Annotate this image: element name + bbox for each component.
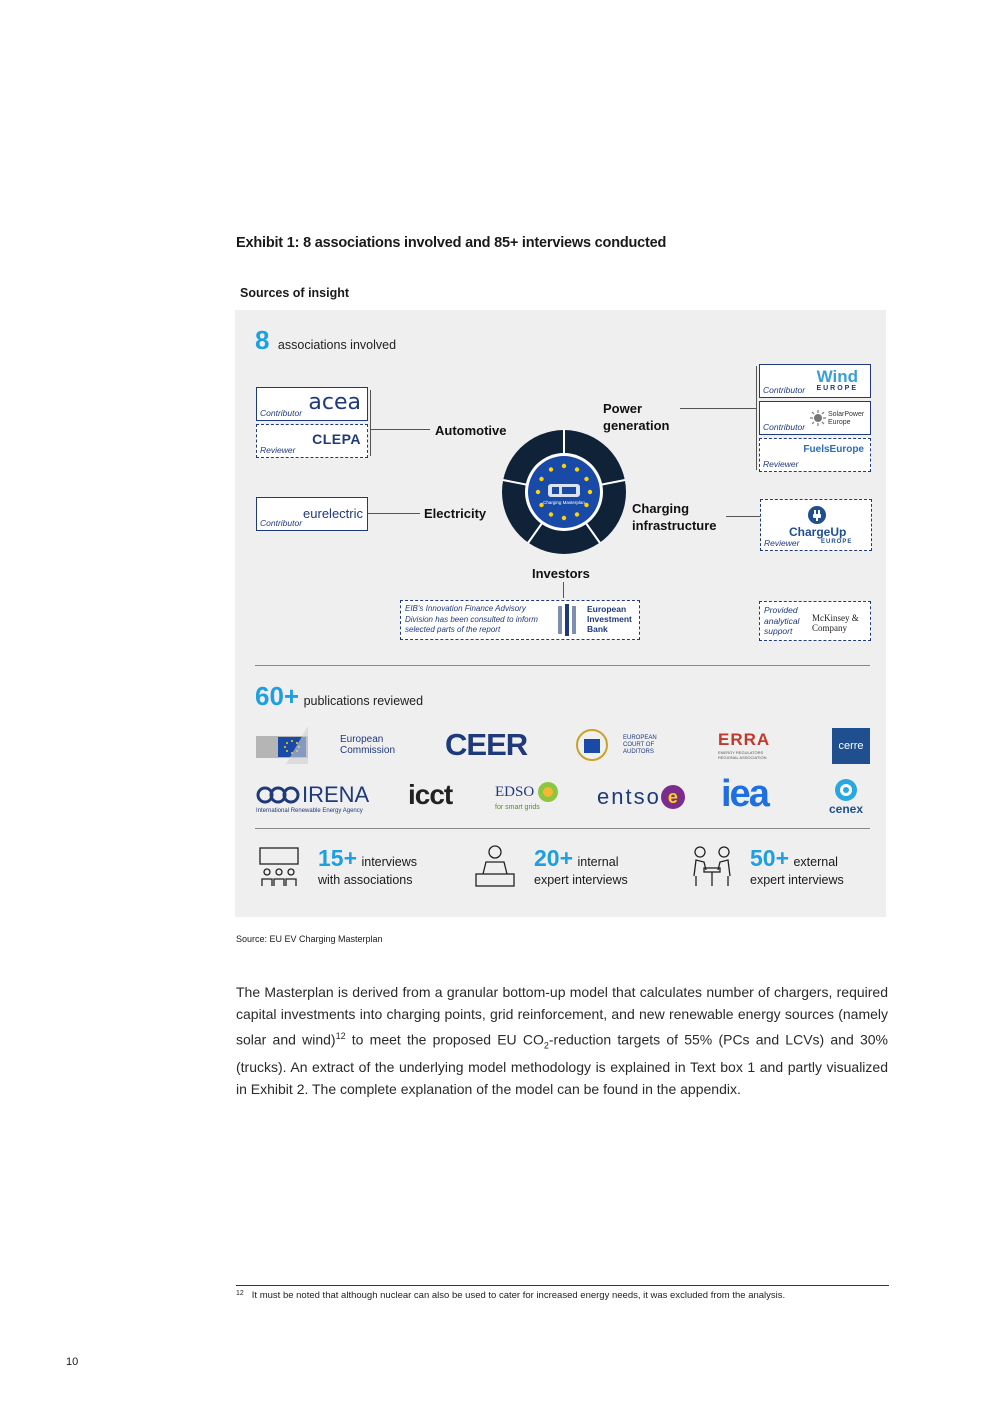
irena-logo <box>256 782 369 812</box>
footnote-rule <box>236 1285 889 1286</box>
footnote-ref: 12 <box>335 1030 346 1041</box>
iea-text: iea <box>721 773 768 815</box>
group-meeting-icon <box>258 846 300 888</box>
role-label: Contributor <box>763 422 806 432</box>
associations-count: 8 <box>255 325 270 355</box>
body-paragraph <box>236 982 888 1100</box>
acea-box <box>256 387 368 421</box>
category-automotive: Automotive <box>435 423 507 438</box>
ceer-logo <box>445 728 527 762</box>
irena-sub: International Renewable Energy Agency <box>256 808 363 814</box>
electricity-connector <box>366 513 420 514</box>
ec-name: European Commission <box>340 734 396 756</box>
role-label: Contributor <box>763 385 806 395</box>
chargeup-box <box>760 499 872 551</box>
edso-globe-icon <box>536 780 560 804</box>
irena-text: IRENA <box>302 782 370 807</box>
power-bracket <box>756 366 757 470</box>
mckinsey-note: Provided analytical support <box>764 605 800 636</box>
footnote-mark: 12 <box>236 1290 244 1297</box>
investors-connector <box>563 582 564 598</box>
category-investors: Investors <box>532 566 590 581</box>
acea-logo: acea <box>308 390 361 415</box>
interview-label: internal <box>577 855 619 869</box>
panel-divider-bottom <box>255 828 870 829</box>
windeurope-logo: Wind <box>816 367 858 386</box>
role-label: Contributor <box>260 408 303 418</box>
interview-label: interviews <box>361 855 418 869</box>
interview-sublabel: expert interviews <box>534 873 628 887</box>
mckinsey-logo: McKinsey & Company <box>812 613 859 633</box>
cerre-text: cerre <box>838 740 864 752</box>
entsoe-e-badge: e <box>661 785 685 809</box>
erra-logo <box>718 730 788 762</box>
fuelseurope-logo: FuelsEurope <box>803 444 864 455</box>
category-power-generation: Power generation <box>603 401 670 433</box>
automotive-connector <box>370 429 430 430</box>
interview-count: 50+ <box>750 845 790 871</box>
eib-logo: European Investment Bank <box>587 604 632 634</box>
publications-label: publications reviewed <box>303 694 424 708</box>
european-commission-logo <box>256 726 401 764</box>
eib-note: EIB's Innovation Finance Advisory Division has been consulted to inform selected parts of the report <box>405 604 538 634</box>
fuelseurope-box <box>759 438 871 472</box>
erra-sub: ENERGY REGULATORS REGIONAL ASSOCIATION <box>718 750 767 760</box>
eca-name: EUROPEAN COURT OF AUDITORS <box>623 734 657 755</box>
clepa-box <box>256 424 368 458</box>
conversation-icon <box>690 844 734 888</box>
eib-box <box>400 600 640 640</box>
chargeup-logo: ChargeUp <box>789 525 847 539</box>
page-number: 10 <box>66 1356 79 1368</box>
co2-subscript: 2 <box>543 1040 549 1051</box>
automotive-bracket <box>370 390 371 456</box>
exhibit-title: Exhibit 1: 8 associations involved and 85+ interviews conducted <box>236 235 667 251</box>
body-part-1: The Masterplan is derived from a granular bottom-up model that calculates number of chargers, required capital investments into charging points, grid reinforcement, and new renewable energy sources (namely solar and wind) <box>236 984 888 1048</box>
footnote-text: It must be noted that although nuclear can also be used to cater for increased energy needs, it was excluded from the analysis. <box>251 1290 786 1301</box>
eurelectric-logo: eurelectric <box>303 506 363 521</box>
body-part-3: -reduction targets of 55% (PCs and LCVs) and 30% (trucks). An extract of the underlying model methodology is explained in Text box 1 and partly visualized in Exhibit 2. The complete explanation of the model can be found in the appendix. <box>236 1031 888 1097</box>
sun-icon <box>810 410 826 426</box>
eib-emblem-icon <box>556 604 582 636</box>
cenex-swirl-icon <box>833 778 859 802</box>
windeurope-sub: EUROPE <box>816 385 858 392</box>
court-of-auditors-logo <box>575 728 667 762</box>
icct-logo <box>408 778 452 812</box>
masterplan-label: Charging Masterplan <box>543 500 585 505</box>
category-charging-infrastructure: Charging infrastructure <box>632 501 717 533</box>
plug-icon <box>807 505 827 525</box>
interviews-external <box>750 845 844 891</box>
role-label: Reviewer <box>764 538 800 548</box>
entsoe-text: entso <box>597 784 661 809</box>
publications-count: 60+ <box>255 681 300 711</box>
ceer-text: CEER <box>445 727 528 762</box>
masterplan-donut <box>500 428 628 556</box>
edso-logo <box>495 780 560 814</box>
interview-label: external <box>793 855 838 869</box>
associations-header <box>255 325 396 356</box>
exhibit-subtitle: Sources of insight <box>240 286 350 300</box>
associations-label: associations involved <box>277 338 397 352</box>
interviews-associations <box>318 845 417 891</box>
clepa-logo: CLEPA <box>312 431 361 447</box>
publications-header <box>255 681 423 712</box>
presenter-icon <box>474 844 516 888</box>
iea-logo <box>721 773 768 815</box>
cerre-logo <box>832 728 870 764</box>
chargeup-sub: EUROPE <box>821 539 853 545</box>
role-label: Reviewer <box>260 445 296 455</box>
cenex-logo <box>822 778 870 816</box>
edso-sub: for smart grids <box>495 804 540 811</box>
interviews-internal <box>534 845 628 891</box>
eurelectric-box <box>256 497 368 531</box>
exhibit-source: Source: EU EV Charging Masterplan <box>236 934 383 944</box>
interview-count: 15+ <box>318 845 358 871</box>
body-part-2: to meet the proposed EU CO <box>345 1031 544 1048</box>
interview-sublabel: with associations <box>318 873 413 887</box>
mckinsey-box <box>759 601 871 641</box>
edso-text: EDSO <box>495 783 535 800</box>
ec-emblem-icon <box>256 726 308 764</box>
eca-emblem-icon <box>575 728 609 762</box>
interview-count: 20+ <box>534 845 574 871</box>
role-label: Reviewer <box>763 459 799 469</box>
irena-rings-icon <box>256 786 300 804</box>
solarpower-logo: SolarPower Europe <box>828 411 865 426</box>
footnote <box>236 1290 785 1301</box>
windeurope-box <box>759 364 871 398</box>
solarpower-box <box>759 401 871 435</box>
cenex-text: cenex <box>828 802 864 816</box>
icct-text: icct <box>408 779 453 810</box>
erra-text: ERRA <box>718 730 771 749</box>
power-connector <box>680 408 756 409</box>
entsoe-logo <box>597 782 685 812</box>
interview-sublabel: expert interviews <box>750 873 844 887</box>
category-electricity: Electricity <box>424 506 487 521</box>
panel-divider-top <box>255 665 870 666</box>
role-label: Contributor <box>260 518 303 528</box>
